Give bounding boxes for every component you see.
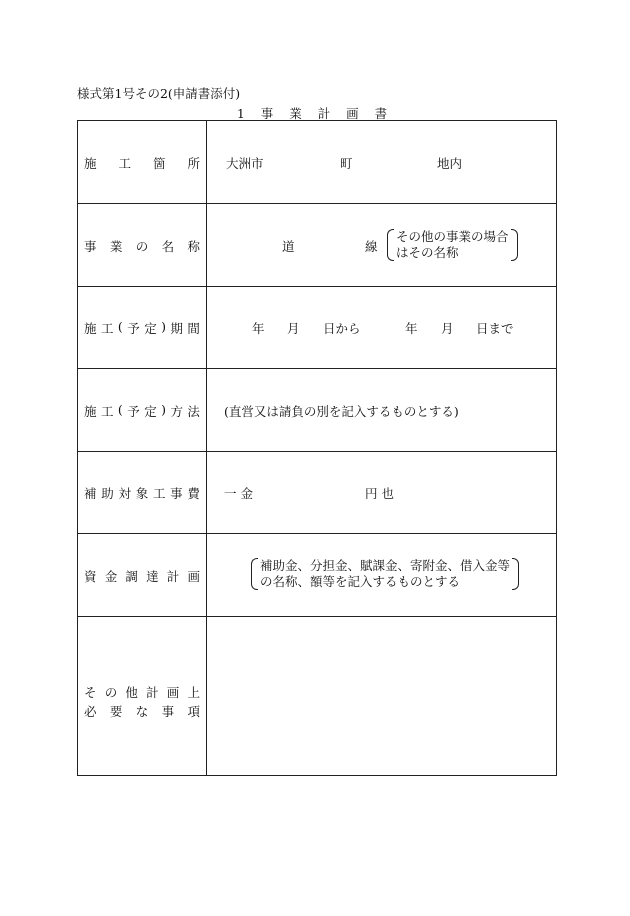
column-divider [206, 121, 207, 775]
label-char: 工 [152, 486, 166, 501]
label-cost [84, 484, 200, 502]
period-day-start: 日から [323, 321, 361, 336]
label-other-line1 [84, 683, 200, 702]
label-char: 所 [187, 156, 200, 171]
label-char: 名 [161, 239, 175, 254]
row-divider [78, 368, 556, 369]
label-char: 事 [84, 239, 97, 254]
label-char: 要 [109, 704, 123, 719]
label-char: 定 [144, 404, 157, 419]
label-char: 間 [187, 321, 200, 336]
label-char: 達 [146, 569, 159, 584]
funding-note [251, 558, 519, 590]
label-char: 施 [84, 404, 97, 419]
project-line: 線 [365, 239, 378, 254]
label-char: な [135, 704, 149, 719]
label-char: ( [117, 319, 123, 334]
label-other [84, 683, 200, 721]
document-title: 1 事 業 計 画 書 [236, 106, 394, 121]
label-char: 他 [125, 685, 138, 700]
label-char: そ [84, 685, 97, 700]
row-divider [78, 286, 556, 287]
label-other-line2 [84, 702, 200, 721]
cost-prefix: 一 金 [224, 486, 253, 501]
period-month-start: 月 [287, 321, 300, 336]
label-char: 定 [144, 321, 157, 336]
label-char: 事 [170, 486, 183, 501]
label-char: 予 [127, 404, 140, 419]
label-char: 計 [146, 685, 159, 700]
label-char: 画 [187, 569, 200, 584]
label-char: 期 [170, 321, 183, 336]
location-town: 町 [340, 156, 353, 171]
label-char: 工 [118, 156, 131, 171]
location-city: 大洲市 [226, 156, 264, 171]
label-location [84, 154, 200, 172]
label-period [84, 319, 200, 337]
label-char: 事 [161, 704, 175, 719]
method-note: (直営又は請負の別を記入するものとする) [224, 404, 459, 419]
project-name-note-line2: はその名称 [396, 245, 459, 260]
label-char: 計 [166, 569, 180, 584]
label-method [84, 402, 200, 420]
label-char: 象 [135, 486, 149, 501]
label-char: 対 [118, 486, 131, 501]
period-year-end: 年 [405, 321, 418, 336]
label-char: 金 [104, 569, 118, 584]
label-char: 工 [100, 404, 114, 419]
label-char: 上 [187, 685, 200, 700]
funding-note-line1: 補助金、分担金、賦課金、寄附金、借入金等 [260, 558, 511, 573]
funding-note-line2: の名称、額等を記入するものとする [260, 574, 461, 589]
label-char: 方 [170, 404, 183, 419]
label-char: 費 [187, 486, 200, 501]
label-char: 箇 [152, 156, 166, 171]
label-char: の [104, 685, 118, 700]
label-char: ( [117, 402, 123, 417]
label-char: 調 [125, 569, 138, 584]
project-road: 道 [282, 239, 295, 254]
period-year-start: 年 [252, 321, 265, 336]
label-char: 施 [84, 321, 97, 336]
label-char: 補 [84, 486, 97, 501]
label-char: 項 [187, 704, 200, 719]
period-day-end: 日まで [476, 321, 514, 336]
label-char: 予 [127, 321, 140, 336]
location-area: 地内 [437, 156, 463, 171]
project-name-note-line1: その他の事業の場合 [396, 229, 509, 244]
label-char: 工 [100, 321, 114, 336]
label-char: 画 [166, 685, 180, 700]
cost-suffix: 円 也 [365, 486, 394, 501]
label-char: 施 [84, 156, 97, 171]
row-divider [78, 451, 556, 452]
label-char: 業 [109, 239, 123, 254]
period-month-end: 月 [441, 321, 454, 336]
plan-table [77, 120, 557, 776]
row-divider [78, 616, 556, 617]
row-divider [78, 533, 556, 534]
label-project-name [84, 237, 200, 255]
label-char: の [135, 239, 149, 254]
row-divider [78, 203, 556, 204]
label-char: 助 [101, 486, 114, 501]
label-char: ) [161, 319, 167, 334]
label-char: 法 [187, 404, 200, 419]
label-char: 必 [84, 704, 97, 719]
label-char: 資 [84, 569, 97, 584]
label-funding [84, 567, 200, 585]
label-char: 称 [187, 239, 200, 254]
label-char: ) [161, 402, 167, 417]
form-number: 様式第1号その2(申請書添付) [77, 86, 241, 101]
project-name-note [387, 229, 518, 261]
